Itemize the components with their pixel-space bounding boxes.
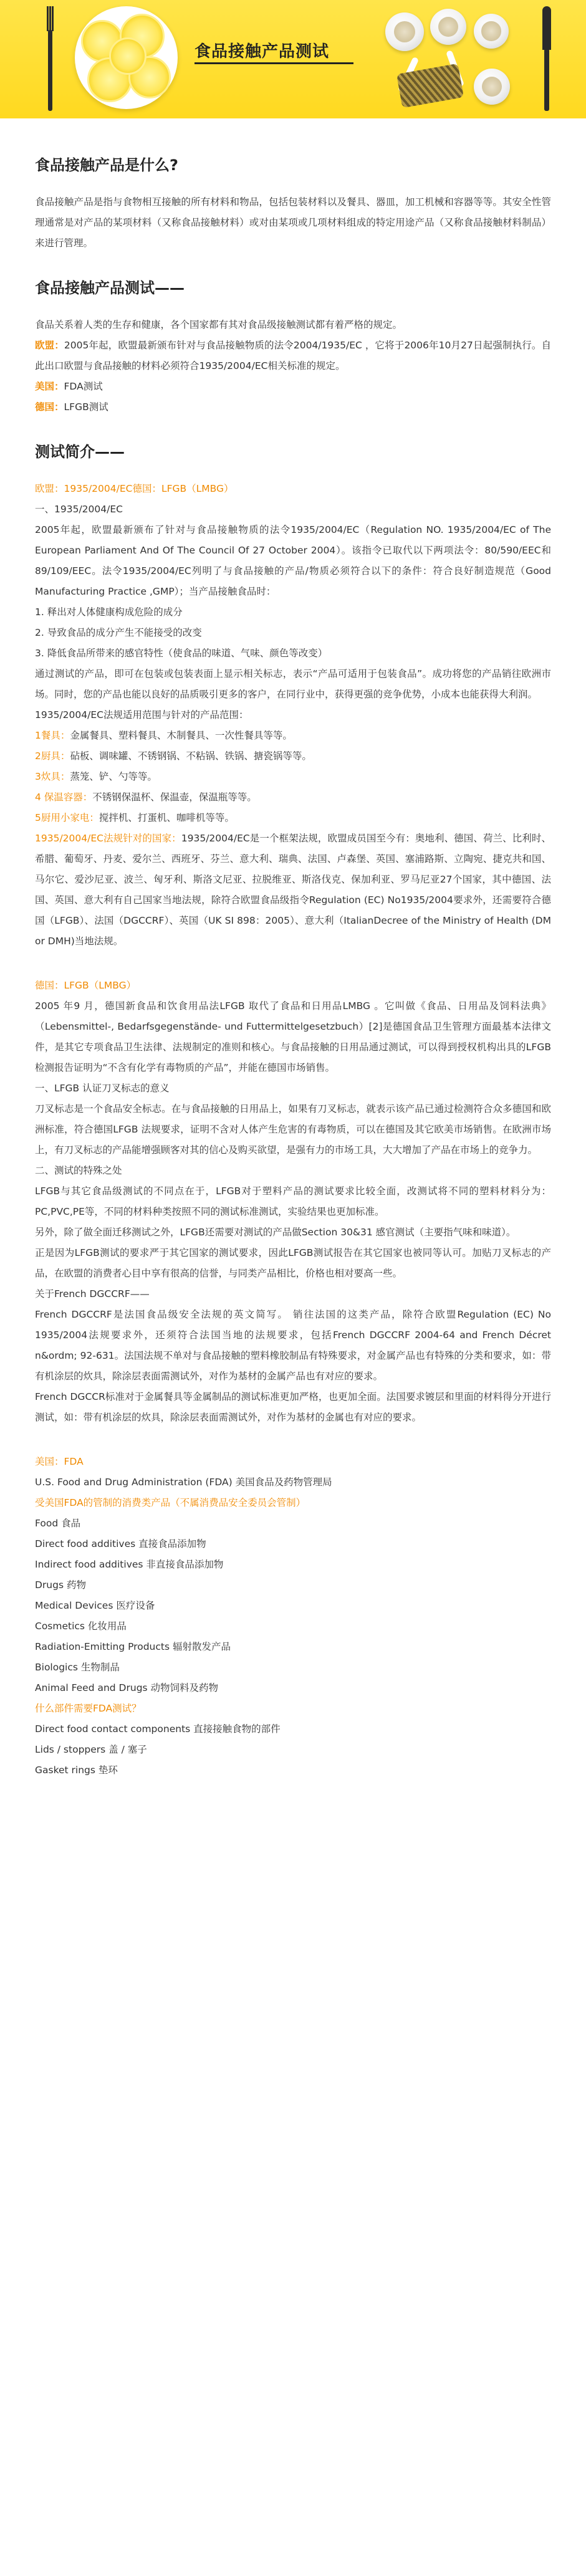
list-item: Cosmetics 化妆用品 — [35, 1621, 127, 1632]
line: 1935/2004/EC法规适用范围与针对的产品范围： — [35, 709, 249, 721]
text-us: FDA测试 — [64, 381, 103, 392]
lemon-plate-image — [75, 6, 178, 109]
section-intro — [35, 441, 551, 952]
list-item: Food 食品 — [35, 1518, 81, 1529]
section-lfgb — [35, 975, 551, 1428]
bowl-image — [474, 14, 509, 49]
line: 1. 释出对人体健康构成危险的成分 — [35, 606, 183, 618]
scope-text: 不锈钢保温杯、保温壶，保温瓶等等。 — [92, 792, 257, 803]
text-de: LFGB测试 — [64, 401, 108, 413]
line: 刀叉标志是一个食品安全标志。在与食品接触的日用品上，如果有刀叉标志，就表示该产品已通过检测符合众多德国和欧洲标准，符合德国LFGB 法规要求，证明不含对人体产生危害的有毒物质，可以在德国及其它欧美市场销售。在欧洲市场上，有刀叉标志的产品能增强顾客对其的信心及购买欲望，是强有力的市场工具，大大增加了产品在市场上的竞争力。 — [35, 1103, 551, 1156]
line: 一、1935/2004/EC — [35, 504, 123, 515]
list-item: Biologics 生物制品 — [35, 1662, 120, 1673]
label-eu: 欧盟： — [35, 340, 64, 351]
knife-icon — [542, 6, 551, 112]
eu-heading: 欧盟：1935/2004/EC德国：LFGB（LMBG） — [35, 483, 234, 494]
list-item: Medical Devices 医疗设备 — [35, 1600, 155, 1611]
section-testing — [35, 277, 551, 418]
article-content — [0, 118, 586, 1829]
bowl-image — [474, 69, 510, 105]
scope-text: 砧板、调味罐、不锈钢锅、不粘锅、铁锅、搪瓷锅等等。 — [70, 750, 312, 762]
line: French DGCCR标准对于金属餐具等金属制品的测试标准更加严格，也更加全面。法国要求镀层和里面的材料得分开进行测试，如：带有机涂层的炊具，除涂层表面需测试外，对作为基材的金属也有对应的要求。 — [35, 1391, 551, 1423]
line: French DGCCRF是法国食品级安全法规的英文简写。 销往法国的这类产品，除符合欧盟Regulation (EC) No 1935/2004法规要求外，还须符合法国当地的法规要求，包括French DGCCRF 2004-64 and French Décret n&ordm; 92-631。法国法规不单对与食品接触的塑料橡胶制品有特殊要求，对金属产品也有特殊的分类和要求，如：带有机涂层的炊具，除涂层表面需测试外，对作为基材的金属产品也有对应的要求。 — [35, 1309, 551, 1382]
line: U.S. Food and Drug Administration (FDA) 美国食品及药物管理局 — [35, 1477, 332, 1488]
countries-label: 1935/2004/EC法规针对的国家： — [35, 833, 181, 844]
header-banner — [0, 0, 586, 118]
scope-item — [35, 787, 551, 808]
section-title: 食品接触产品是什么? — [35, 156, 178, 174]
list-item: Indirect food additives 非直接食品添加物 — [35, 1559, 224, 1570]
scope-text: 金属餐具、塑料餐具、木制餐具、一次性餐具等等。 — [70, 730, 292, 741]
line: 2005 年9 月，德国新食品和饮食用品法LFGB 取代了食品和日用品LMBG 。它叫做《食品、日用品及饲料法典》（Lebensmittel-, Bedarfsgegenstände- und Futtermittelgesetzbuch）[2]是德国食品卫生管理方面最基本法律文件，是其它专项食品卫生法律、法规制定的准则和核心。与食品接触的日用品通过测试，可以得到授权机构出具的LFGB 检测报告证明为“不含有化学有毒物质的产品”，并能在德国市场销售。 — [35, 1000, 551, 1073]
list-item: Radiation-Emitting Products 辐射散发产品 — [35, 1641, 231, 1652]
fork-icon — [47, 6, 53, 112]
text-eu: 2005年起，欧盟最新颁布针对与食品接触物质的法令2004/1935/EC ，它将于2006年10月27日起强制执行。自此出口欧盟与食品接触的材料必须符合1935/2004/EC相关标准的规定。 — [35, 340, 551, 371]
list-item: Direct food contact components 直接接触食物的部件 — [35, 1723, 281, 1735]
countries-paragraph — [35, 828, 551, 952]
line: 2005年起，欧盟最新颁布了针对与食品接触物质的法令1935/2004/EC（Regulation NO. 1935/2004/EC of The European Parliament And Of The Council Of 27 October 2004）。该指令已取代以下两项法令：80/590/EEC和89/109/EEC。法令1935/2004/EC列明了与食品接触的产品/物质必须符合以下的条件：符合良好制造规范（Good Manufacturing Practice ,GMP）；当产品接触食品时： — [35, 524, 551, 597]
scope-label: 1餐具： — [35, 730, 70, 741]
line: 3. 降低食品所带来的感官特性（使食品的味道、气味、颜色等改变） — [35, 648, 328, 659]
products-heading: 受美国FDA的管制的消费类产品（不属消费品安全委员会管制） — [35, 1497, 306, 1508]
bowl-image — [385, 12, 424, 51]
list-item: Drugs 药物 — [35, 1579, 86, 1591]
paragraph-de — [35, 397, 551, 418]
bowl-image — [430, 9, 466, 45]
scope-label: 4 保温容器： — [35, 792, 93, 803]
banner-title: 食品接触产品测试 — [195, 42, 330, 61]
label-us: 美国： — [35, 381, 64, 392]
paragraph: 食品关系着人类的生存和健康，各个国家都有其对食品级接触测试都有着严格的规定。 — [35, 319, 403, 330]
line: 通过测试的产品，即可在包装或包装表面上显示相关标志，表示“产品可适用于包装食品”。成功将您的产品销往欧洲市场。同时，您的产品也能以良好的品质吸引更多的客户，在同行业中，获得更强的竞争优势，小成本也能获得大利润。 — [35, 668, 551, 700]
paragraph-us — [35, 376, 551, 397]
section-title: 食品接触产品测试—— — [35, 279, 185, 297]
scope-text: 搅拌机、打蛋机、咖啡机等等。 — [98, 812, 234, 823]
parts-heading: 什么部件需要FDA测试？ — [35, 1703, 142, 1714]
scope-item — [35, 808, 551, 828]
line: 二、测试的特殊之处 — [35, 1165, 122, 1176]
line: 另外，除了做全面迁移测试之外，LFGB还需要对测试的产品做Section 30&31 感官测试（主要指气味和味道）。 — [35, 1227, 516, 1238]
list-item: Gasket rings 垫环 — [35, 1764, 118, 1776]
scope-item — [35, 725, 551, 746]
line: 2. 导致食品的成分产生不能接受的改变 — [35, 627, 202, 638]
scope-item — [35, 767, 551, 787]
list-item: Direct food additives 直接食品添加物 — [35, 1538, 206, 1549]
countries-text: 1935/2004/EC是一个框架法规，欧盟成员国至今有：奥地利、德国、荷兰、比利时、希腊、葡萄牙、丹麦、爱尔兰、西班牙、芬兰、意大利、瑞典、法国、卢森堡、英国、塞浦路斯、立陶宛、捷克共和国、马尔它、爱沙尼亚、波兰、匈牙利、斯洛文尼亚、拉脱维亚、斯洛伐克、保加利亚、罗马尼亚27个国家，其中德国、法国、英国、意大利有自己国家当地法规，除符合欧盟食品级指令Regulation (EC) No1935/2004要求外，还需要符合德国（LFGB）、法国（DGCCRF）、英国（UK SI 898：2005）、意大利（ItalianDecree of the Ministry of Health (DM or DMH)当地法规。 — [35, 833, 551, 947]
us-heading: 美国：FDA — [35, 1456, 84, 1467]
section-what-is — [35, 155, 551, 254]
list-item: Lids / stoppers 盖 / 塞子 — [35, 1744, 147, 1755]
line: 正是因为LFGB测试的要求严于其它国家的测试要求，因此LFGB测试报告在其它国家也被同等认可。加贴刀叉标志的产品，在欧盟的消费者心目中享有很高的信誉，与同类产品相比，价格也相对要高一些。 — [35, 1247, 551, 1279]
section-fda — [35, 1452, 551, 1781]
list-item: Animal Feed and Drugs 动物饲料及药物 — [35, 1682, 219, 1693]
banner-title-underline — [195, 62, 353, 64]
scope-label: 5厨用小家电： — [35, 812, 99, 823]
line: LFGB与其它食品级测试的不同点在于，LFGB对于塑料产品的测试要求比较全面，改测试将不同的塑料材料分为：PC,PVC,PE等，不同的材料种类按照不同的测试标准测试，实验结果也更加标准。 — [35, 1185, 551, 1217]
scope-item — [35, 746, 551, 767]
paragraph: 食品接触产品是指与食物相互接触的所有材料和物品，包括包装材料以及餐具、器皿，加工机械和容器等等。其安全性管理通常是对产品的某项材料（又称食品接触材料）或对由某项或几项材料组成的特定用途产品（又称食品接触材料制品）来进行管理。 — [35, 196, 551, 249]
line: 一、LFGB 认证刀叉标志的意义 — [35, 1083, 170, 1094]
paragraph-eu — [35, 335, 551, 376]
de-heading: 德国：LFGB（LMBG） — [35, 980, 137, 991]
scope-label: 2厨具： — [35, 750, 70, 762]
label-de: 德国： — [35, 401, 64, 413]
section-title: 测试简介—— — [35, 443, 125, 461]
line: 关于French DGCCRF—— — [35, 1288, 150, 1300]
scope-label: 3炊具： — [35, 771, 70, 782]
scope-text: 蒸笼、铲、勺等等。 — [70, 771, 157, 782]
